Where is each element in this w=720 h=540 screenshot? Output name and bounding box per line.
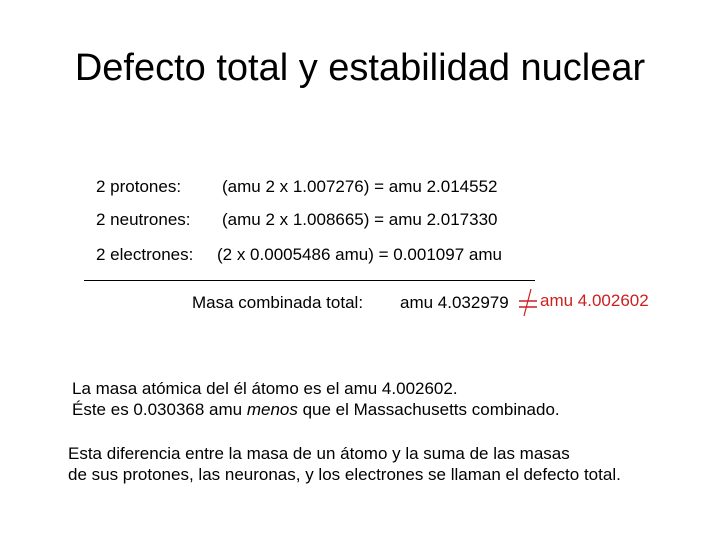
slide-title: Defecto total y estabilidad nuclear	[74, 47, 646, 89]
mass-defect-line-1: Esta diferencia entre la masa de un átomo y la suma de las masas	[68, 444, 570, 463]
mass-defect-paragraph	[68, 443, 621, 485]
atomic-mass-paragraph	[72, 378, 560, 420]
protons-label: 2 protones:	[96, 177, 182, 196]
electrons-label: 2 electrones:	[96, 245, 194, 264]
mass-defect-line-2: de sus protones, las neuronas, y los electrones se llaman el defecto total.	[68, 465, 621, 484]
sum-divider-line	[84, 280, 535, 281]
protons-row	[0, 176, 720, 198]
neutrons-label: 2 neutrones:	[96, 210, 191, 229]
atomic-mass-line-2	[72, 399, 560, 420]
protons-calculation: (amu 2 x 1.007276) = amu 2.014552	[222, 177, 498, 196]
line2-start: Éste es 0.030368 amu	[72, 400, 247, 419]
electrons-row	[0, 244, 720, 266]
not-equal-icon	[517, 283, 541, 319]
line2-end: que el Massachusetts combinado.	[297, 400, 560, 419]
electrons-calculation: (2 x 0.0005486 amu) = 0.001097 amu	[217, 245, 502, 264]
neutrons-row	[0, 209, 720, 231]
atomic-mass-line-1: La masa atómica del él átomo es el amu 4.002602.	[72, 379, 458, 398]
total-mass-value: amu 4.032979	[400, 293, 509, 312]
total-mass-label: Masa combinada total:	[192, 293, 364, 312]
actual-mass-value: amu 4.002602	[540, 291, 649, 310]
neutrons-calculation: (amu 2 x 1.008665) = amu 2.017330	[222, 210, 498, 229]
emphasis-menos: menos	[246, 400, 298, 419]
